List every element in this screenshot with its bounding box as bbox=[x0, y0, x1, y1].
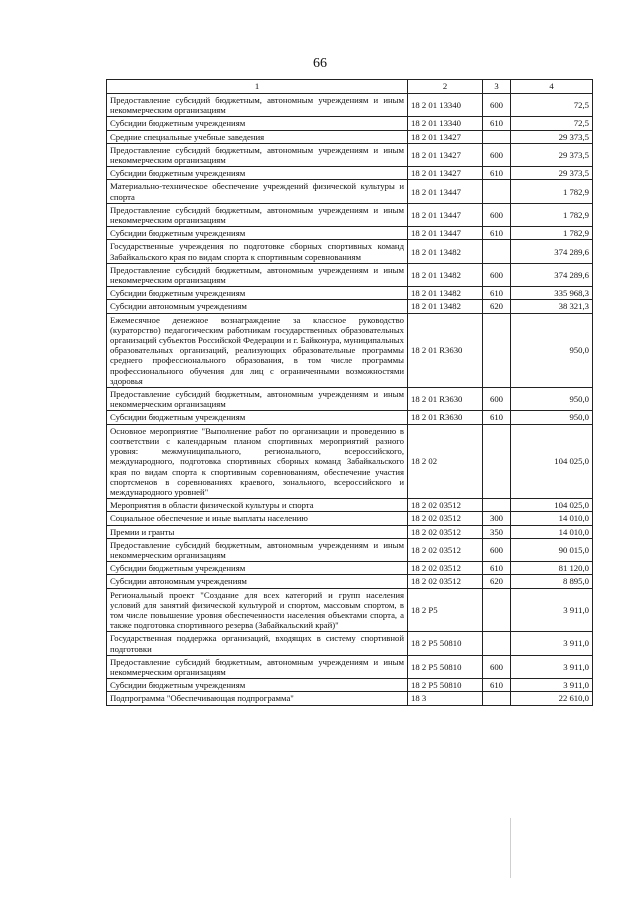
row-type-cell: 600 bbox=[483, 203, 511, 226]
table-row bbox=[107, 203, 593, 226]
row-name-cell: Государственная поддержка организаций, входящих в систему спортивной подготовки bbox=[107, 632, 408, 655]
row-name-cell: Основное мероприятие "Выполнение работ по организации и проведению в соответствии с календарным планом спортивных мероприятий разного уровня: межмуниципального, регионального, всероссийского, международного, подготовка спортивных сборных команд Забайкальского края по видам спорта к спортивным соревнованиям, обеспечение участия спортсменов в соревнованиях краевого, зонального, всероссийского и международного уровней" bbox=[107, 424, 408, 498]
row-amount-cell: 29 373,5 bbox=[511, 130, 593, 143]
table-row bbox=[107, 263, 593, 286]
row-type-cell bbox=[483, 240, 511, 263]
row-amount-cell: 29 373,5 bbox=[511, 143, 593, 166]
table-row bbox=[107, 300, 593, 313]
row-code-cell: 18 2 01 R3630 bbox=[408, 411, 483, 424]
row-type-cell bbox=[483, 130, 511, 143]
row-type-cell: 610 bbox=[483, 411, 511, 424]
row-type-cell bbox=[483, 180, 511, 203]
table-row bbox=[107, 167, 593, 180]
row-code-cell: 18 2 02 03512 bbox=[408, 562, 483, 575]
row-amount-cell: 38 321,3 bbox=[511, 300, 593, 313]
table-row bbox=[107, 525, 593, 538]
row-type-cell: 600 bbox=[483, 388, 511, 411]
row-code-cell: 18 2 01 13447 bbox=[408, 227, 483, 240]
table-row bbox=[107, 424, 593, 498]
row-amount-cell: 950,0 bbox=[511, 313, 593, 387]
row-type-cell: 620 bbox=[483, 575, 511, 588]
row-type-cell: 610 bbox=[483, 227, 511, 240]
row-name-cell: Субсидии бюджетным учреждениям bbox=[107, 679, 408, 692]
row-code-cell: 18 2 01 13482 bbox=[408, 300, 483, 313]
row-code-cell: 18 2 01 13340 bbox=[408, 117, 483, 130]
row-amount-cell: 3 911,0 bbox=[511, 679, 593, 692]
row-amount-cell: 8 895,0 bbox=[511, 575, 593, 588]
row-amount-cell: 1 782,9 bbox=[511, 180, 593, 203]
table-row bbox=[107, 679, 593, 692]
row-code-cell: 18 2 01 13427 bbox=[408, 130, 483, 143]
row-name-cell: Предоставление субсидий бюджетным, автономным учреждениям и иным некоммерческим организациям bbox=[107, 143, 408, 166]
row-name-cell: Субсидии бюджетным учреждениям bbox=[107, 562, 408, 575]
row-amount-cell: 335 968,3 bbox=[511, 287, 593, 300]
row-type-cell: 610 bbox=[483, 117, 511, 130]
header-cell-name: 1 bbox=[107, 80, 408, 94]
table-row bbox=[107, 512, 593, 525]
row-name-cell: Премии и гранты bbox=[107, 525, 408, 538]
row-amount-cell: 104 025,0 bbox=[511, 424, 593, 498]
row-amount-cell: 3 911,0 bbox=[511, 588, 593, 632]
row-type-cell bbox=[483, 313, 511, 387]
row-type-cell bbox=[483, 588, 511, 632]
row-name-cell: Материально-техническое обеспечение учреждений физической культуры и спорта bbox=[107, 180, 408, 203]
row-code-cell: 18 2 02 bbox=[408, 424, 483, 498]
table-row bbox=[107, 655, 593, 678]
row-type-cell: 600 bbox=[483, 263, 511, 286]
row-code-cell: 18 2 02 03512 bbox=[408, 575, 483, 588]
row-amount-cell: 1 782,9 bbox=[511, 203, 593, 226]
row-code-cell: 18 3 bbox=[408, 692, 483, 705]
table-row bbox=[107, 227, 593, 240]
row-name-cell: Подпрограмма "Обеспечивающая подпрограмма" bbox=[107, 692, 408, 705]
row-type-cell bbox=[483, 692, 511, 705]
row-amount-cell: 22 610,0 bbox=[511, 692, 593, 705]
table-row bbox=[107, 632, 593, 655]
row-code-cell: 18 2 02 03512 bbox=[408, 512, 483, 525]
row-type-cell: 300 bbox=[483, 512, 511, 525]
row-amount-cell: 950,0 bbox=[511, 411, 593, 424]
row-amount-cell: 90 015,0 bbox=[511, 538, 593, 561]
row-code-cell: 18 2 01 13427 bbox=[408, 167, 483, 180]
row-name-cell: Субсидии автономным учреждениям bbox=[107, 575, 408, 588]
table-row bbox=[107, 562, 593, 575]
row-amount-cell: 950,0 bbox=[511, 388, 593, 411]
row-code-cell: 18 2 02 03512 bbox=[408, 525, 483, 538]
row-type-cell: 350 bbox=[483, 525, 511, 538]
row-code-cell: 18 2 02 03512 bbox=[408, 538, 483, 561]
row-name-cell: Средние специальные учебные заведения bbox=[107, 130, 408, 143]
table-row bbox=[107, 130, 593, 143]
table-row bbox=[107, 411, 593, 424]
row-amount-cell: 3 911,0 bbox=[511, 655, 593, 678]
row-name-cell: Предоставление субсидий бюджетным, автономным учреждениям и иным некоммерческим организациям bbox=[107, 263, 408, 286]
table-row bbox=[107, 240, 593, 263]
row-amount-cell: 1 782,9 bbox=[511, 227, 593, 240]
row-code-cell: 18 2 01 13427 bbox=[408, 143, 483, 166]
table-header-row bbox=[107, 80, 593, 94]
row-code-cell: 18 2 01 13447 bbox=[408, 203, 483, 226]
row-code-cell: 18 2 P5 50810 bbox=[408, 655, 483, 678]
row-type-cell: 620 bbox=[483, 300, 511, 313]
table-row bbox=[107, 588, 593, 632]
row-amount-cell: 72,5 bbox=[511, 94, 593, 117]
row-type-cell: 610 bbox=[483, 562, 511, 575]
row-name-cell: Региональный проект "Создание для всех категорий и групп населения условий для занятий физической культурой и спортом, массовым спортом, в том числе повышение уровня обеспеченности населения объектами спорта, а также подготовка спортивного резерва (Забайкальский край)" bbox=[107, 588, 408, 632]
row-code-cell: 18 2 P5 50810 bbox=[408, 632, 483, 655]
page-number: 66 bbox=[313, 56, 327, 71]
header-cell-type: 3 bbox=[483, 80, 511, 94]
table-row bbox=[107, 180, 593, 203]
row-code-cell: 18 2 01 13482 bbox=[408, 263, 483, 286]
row-amount-cell: 14 010,0 bbox=[511, 512, 593, 525]
row-name-cell: Мероприятия в области физической культуры и спорта bbox=[107, 499, 408, 512]
row-amount-cell: 3 911,0 bbox=[511, 632, 593, 655]
row-name-cell: Ежемесячное денежное вознаграждение за классное руководство (кураторство) педагогическим работникам государственных образовательных организаций субъектов Российской Федерации и г. Байконура, муниципальных образовательных организаций, реализующих образовательные программы среднего профессионального образования, в том числе программы профессионального обучения для лиц с ограниченными возможностями здоровья bbox=[107, 313, 408, 387]
scan-artifact-line bbox=[510, 818, 511, 878]
row-type-cell: 600 bbox=[483, 143, 511, 166]
row-name-cell: Субсидии автономным учреждениям bbox=[107, 300, 408, 313]
row-name-cell: Субсидии бюджетным учреждениям bbox=[107, 117, 408, 130]
row-code-cell: 18 2 01 13482 bbox=[408, 240, 483, 263]
row-name-cell: Субсидии бюджетным учреждениям bbox=[107, 227, 408, 240]
row-name-cell: Субсидии бюджетным учреждениям bbox=[107, 411, 408, 424]
table-row bbox=[107, 499, 593, 512]
row-type-cell bbox=[483, 424, 511, 498]
row-code-cell: 18 2 P5 50810 bbox=[408, 679, 483, 692]
row-code-cell: 18 2 01 R3630 bbox=[408, 313, 483, 387]
row-name-cell: Субсидии бюджетным учреждениям bbox=[107, 287, 408, 300]
row-code-cell: 18 2 01 13340 bbox=[408, 94, 483, 117]
row-name-cell: Предоставление субсидий бюджетным, автономным учреждениям и иным некоммерческим организациям bbox=[107, 538, 408, 561]
table-row bbox=[107, 287, 593, 300]
row-amount-cell: 374 289,6 bbox=[511, 240, 593, 263]
table-row bbox=[107, 692, 593, 705]
row-type-cell bbox=[483, 632, 511, 655]
table-row bbox=[107, 94, 593, 117]
row-amount-cell: 14 010,0 bbox=[511, 525, 593, 538]
table-row bbox=[107, 143, 593, 166]
row-amount-cell: 374 289,6 bbox=[511, 263, 593, 286]
budget-table bbox=[106, 79, 593, 706]
row-code-cell: 18 2 P5 bbox=[408, 588, 483, 632]
row-type-cell: 600 bbox=[483, 538, 511, 561]
row-amount-cell: 72,5 bbox=[511, 117, 593, 130]
header-cell-code: 2 bbox=[408, 80, 483, 94]
row-name-cell: Государственные учреждения по подготовке сборных спортивных команд Забайкальского края по видам спорта к спортивным соревнованиям bbox=[107, 240, 408, 263]
row-amount-cell: 104 025,0 bbox=[511, 499, 593, 512]
row-code-cell: 18 2 02 03512 bbox=[408, 499, 483, 512]
row-type-cell bbox=[483, 499, 511, 512]
row-name-cell: Предоставление субсидий бюджетным, автономным учреждениям и иным некоммерческим организациям bbox=[107, 203, 408, 226]
row-code-cell: 18 2 01 13447 bbox=[408, 180, 483, 203]
header-cell-amount: 4 bbox=[511, 80, 593, 94]
row-name-cell: Социальное обеспечение и иные выплаты населению bbox=[107, 512, 408, 525]
row-type-cell: 610 bbox=[483, 287, 511, 300]
row-amount-cell: 81 120,0 bbox=[511, 562, 593, 575]
table-row bbox=[107, 575, 593, 588]
row-code-cell: 18 2 01 13482 bbox=[408, 287, 483, 300]
row-type-cell: 600 bbox=[483, 655, 511, 678]
row-type-cell: 610 bbox=[483, 679, 511, 692]
table-row bbox=[107, 117, 593, 130]
row-name-cell: Субсидии бюджетным учреждениям bbox=[107, 167, 408, 180]
table-row bbox=[107, 538, 593, 561]
row-type-cell: 610 bbox=[483, 167, 511, 180]
row-type-cell: 600 bbox=[483, 94, 511, 117]
row-name-cell: Предоставление субсидий бюджетным, автономным учреждениям и иным некоммерческим организациям bbox=[107, 94, 408, 117]
table-row bbox=[107, 313, 593, 387]
table-row bbox=[107, 388, 593, 411]
row-name-cell: Предоставление субсидий бюджетным, автономным учреждениям и иным некоммерческим организациям bbox=[107, 655, 408, 678]
row-name-cell: Предоставление субсидий бюджетным, автономным учреждениям и иным некоммерческим организациям bbox=[107, 388, 408, 411]
row-amount-cell: 29 373,5 bbox=[511, 167, 593, 180]
row-code-cell: 18 2 01 R3630 bbox=[408, 388, 483, 411]
